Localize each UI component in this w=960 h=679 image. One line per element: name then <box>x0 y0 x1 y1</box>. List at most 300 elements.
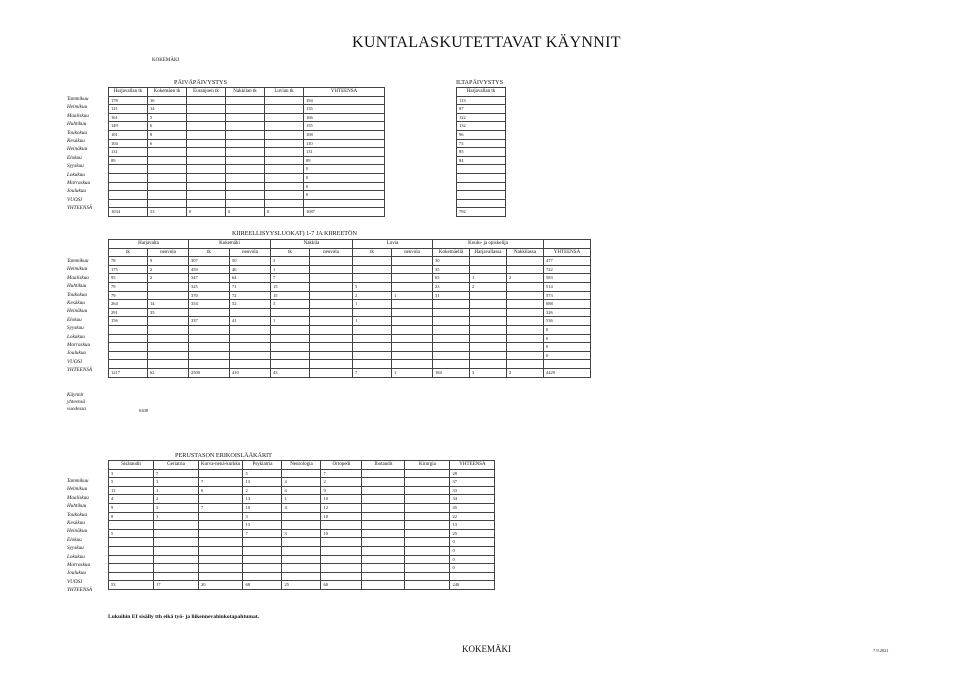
table-cell <box>362 572 405 581</box>
table-cell: 0 <box>304 173 385 182</box>
table-cell: 0 <box>226 208 265 217</box>
table-cell: 25 <box>282 581 321 590</box>
table-cell <box>362 581 405 590</box>
table-cell: 79 <box>109 291 148 300</box>
month-label: Syyskuu <box>67 163 84 170</box>
table-cell: 10 <box>321 512 362 521</box>
table-cell <box>392 300 433 309</box>
table-cell <box>362 538 405 547</box>
table-row <box>109 564 495 573</box>
table-cell <box>362 512 405 521</box>
table-cell <box>148 282 189 291</box>
table-cell: 50 <box>230 257 271 266</box>
table-cell: 7 <box>243 529 282 538</box>
month-label: VUOSI <box>67 358 82 365</box>
table-cell <box>310 282 353 291</box>
table-cell <box>148 351 189 360</box>
table-row <box>457 199 506 208</box>
table-cell: 65 <box>433 274 470 283</box>
table-cell <box>109 199 148 208</box>
table-row <box>109 325 591 334</box>
table-cell <box>187 130 226 139</box>
header-row <box>109 88 385 97</box>
table-row <box>457 165 506 174</box>
table-cell: 25 <box>450 529 495 538</box>
table-cell: 132 <box>457 122 506 131</box>
table-cell: 84 <box>457 156 506 165</box>
table-cell <box>189 343 230 352</box>
table-cell <box>470 325 507 334</box>
table-cell <box>109 546 154 555</box>
table-cell <box>321 555 362 564</box>
table-cell <box>199 564 243 573</box>
column-header: Euranjoen tk <box>187 88 226 97</box>
table-cell: 60 <box>321 581 362 590</box>
table-cell <box>405 503 450 512</box>
month-label: Tammikuu <box>67 478 89 484</box>
table-cell: 85 <box>457 148 506 157</box>
table-cell: 0 <box>304 165 385 174</box>
table-cell <box>187 139 226 148</box>
column-header: tk <box>353 248 392 257</box>
table-cell <box>392 334 433 343</box>
table-row <box>109 113 385 122</box>
municipality-label: KOKEMÄKI <box>152 58 180 63</box>
month-label: Elokuu <box>67 154 82 161</box>
month-label: Elokuu <box>67 316 82 323</box>
table-cell <box>507 325 544 334</box>
table-cell <box>405 546 450 555</box>
table-cell <box>148 360 189 369</box>
table-cell: 7 <box>154 469 199 478</box>
column-header: Nakkilassa <box>507 248 544 257</box>
table-cell <box>362 478 405 487</box>
table-cell <box>148 343 189 352</box>
table-cell <box>109 564 154 573</box>
table-cell: 347 <box>189 274 230 283</box>
table-cell <box>470 351 507 360</box>
month-label: Marraskuu <box>67 562 91 569</box>
table-cell <box>353 308 392 317</box>
table-row <box>109 317 591 326</box>
table-cell: 1 <box>154 486 199 495</box>
table-row <box>109 538 495 547</box>
month-label: Huhtikuu <box>67 503 87 510</box>
table-cell <box>433 343 470 352</box>
table-cell <box>265 148 304 157</box>
table-row <box>109 165 385 174</box>
table-cell: 6 <box>148 122 187 131</box>
month-label: Marraskuu <box>67 180 91 187</box>
table-row <box>109 308 591 317</box>
table-cell <box>109 173 148 182</box>
table-cell: 33 <box>450 486 495 495</box>
specialists-table <box>108 460 495 590</box>
table-cell <box>362 469 405 478</box>
table-cell <box>433 308 470 317</box>
table-cell <box>243 572 282 581</box>
month-labels-urgency <box>67 257 92 375</box>
table-cell: 184 <box>433 368 470 377</box>
table-cell <box>507 343 544 352</box>
table-row <box>109 343 591 352</box>
table-cell <box>470 343 507 352</box>
table-cell <box>243 564 282 573</box>
table-row <box>109 105 385 114</box>
table-cell <box>199 529 243 538</box>
table-cell: 135 <box>304 105 385 114</box>
month-label: Kesäkuu <box>67 138 85 145</box>
table-cell: 0 <box>544 351 591 360</box>
table-cell <box>353 351 392 360</box>
table-cell: 17 <box>154 581 199 590</box>
table-cell <box>353 274 392 283</box>
table-cell: 108 <box>304 130 385 139</box>
table-row <box>109 512 495 521</box>
month-label: Syyskuu <box>67 545 84 552</box>
month-label: Kesäkuu <box>67 520 85 527</box>
table-cell <box>433 300 470 309</box>
table-cell <box>282 555 321 564</box>
group-header: Koulu- ja opiskelija <box>433 240 544 249</box>
table-cell <box>226 182 265 191</box>
table-cell: 1 <box>154 512 199 521</box>
month-label: Helmikuu <box>67 104 88 111</box>
table-cell: 0 <box>265 208 304 217</box>
table-cell: 166 <box>304 113 385 122</box>
table-cell <box>470 257 507 266</box>
table-cell: 22 <box>450 512 495 521</box>
table-cell: 23 <box>433 282 470 291</box>
table-cell <box>457 173 506 182</box>
column-header: Kokemäen tk <box>148 88 187 97</box>
table-cell <box>243 555 282 564</box>
table-cell: 53 <box>109 581 154 590</box>
table-cell: 131 <box>304 148 385 157</box>
table-cell <box>109 343 148 352</box>
table-cell: 113 <box>457 96 506 105</box>
table-cell: 291 <box>109 308 148 317</box>
month-label: Joulukuu <box>67 570 87 577</box>
month-label: Joulukuu <box>67 350 87 357</box>
month-label: Lokakuu <box>67 553 85 560</box>
table-cell: 79 <box>109 282 148 291</box>
table-cell <box>265 122 304 131</box>
table-cell: 5 <box>148 113 187 122</box>
month-label: Heinäkuu <box>67 308 88 315</box>
table-cell: 20 <box>199 581 243 590</box>
table-cell <box>507 282 544 291</box>
visits-total-label <box>67 392 86 413</box>
table-cell: 583 <box>544 274 591 283</box>
table-cell <box>187 165 226 174</box>
table-cell <box>109 182 148 191</box>
table-cell: 2 <box>154 495 199 504</box>
table-cell: 9 <box>321 486 362 495</box>
month-label: YHTEENSÄ <box>67 367 93 374</box>
table-cell <box>310 334 353 343</box>
table-cell <box>405 486 450 495</box>
table-cell: 15 <box>271 282 310 291</box>
table-cell: 573 <box>544 291 591 300</box>
table-row <box>109 208 385 217</box>
table-cell <box>189 351 230 360</box>
table-cell <box>199 555 243 564</box>
table-cell <box>507 300 544 309</box>
table-cell <box>148 173 187 182</box>
table-row <box>457 173 506 182</box>
table-cell <box>282 521 321 530</box>
table-row <box>109 521 495 530</box>
footer-municipality: KOKEMÄKI <box>462 644 511 654</box>
column-header: YHTEENSÄ <box>450 461 495 470</box>
table-cell: 0 <box>187 208 226 217</box>
table-cell <box>226 165 265 174</box>
table-cell: 45 <box>450 503 495 512</box>
table-cell <box>321 564 362 573</box>
table-row <box>109 282 591 291</box>
table-cell <box>187 191 226 200</box>
table-cell: 35 <box>148 308 189 317</box>
table-row <box>109 360 591 369</box>
group-header: Luvia <box>353 240 433 249</box>
column-header: Ihotaudit <box>362 461 405 470</box>
table-cell <box>457 182 506 191</box>
table-cell: 178 <box>109 96 148 105</box>
table-cell: 3 <box>271 257 310 266</box>
table-cell <box>271 334 310 343</box>
day-duty-table <box>108 87 385 217</box>
table-cell: 101 <box>109 130 148 139</box>
table-cell: 14 <box>148 105 187 114</box>
table-cell <box>282 564 321 573</box>
table-cell: 1217 <box>109 368 148 377</box>
table-cell <box>148 165 187 174</box>
table-cell <box>148 325 189 334</box>
header-row <box>109 461 495 470</box>
table-cell: 307 <box>189 257 230 266</box>
table-cell <box>433 325 470 334</box>
table-row <box>109 257 591 266</box>
table-cell: 536 <box>544 317 591 326</box>
table-cell <box>148 191 187 200</box>
table-cell <box>265 139 304 148</box>
specialists-caption: PERUSTASON ERIKOISLÄÄKÄRIT <box>175 452 272 459</box>
table-cell: 0 <box>304 191 385 200</box>
month-label: Helmikuu <box>67 266 88 273</box>
month-labels-specialists <box>67 477 92 595</box>
table-cell: 149 <box>109 122 148 131</box>
month-label: Toukokuu <box>67 291 87 298</box>
table-cell <box>507 291 544 300</box>
table-cell: 13 <box>450 521 495 530</box>
table-cell <box>199 538 243 547</box>
table-cell: 3 <box>109 469 154 478</box>
visits-total-value: 6308 <box>139 408 148 413</box>
table-cell: 68 <box>243 581 282 590</box>
table-cell <box>392 343 433 352</box>
table-cell: 326 <box>544 308 591 317</box>
month-label: Huhtikuu <box>67 121 87 128</box>
table-cell <box>199 521 243 530</box>
table-cell: 1087 <box>304 208 385 217</box>
table-cell <box>507 334 544 343</box>
table-cell <box>187 173 226 182</box>
table-cell <box>353 343 392 352</box>
month-label: Maaliskuu <box>67 112 89 119</box>
month-label: Huhtikuu <box>67 283 87 290</box>
table-row <box>109 503 495 512</box>
table-row <box>109 581 495 590</box>
table-cell: 337 <box>189 317 230 326</box>
table-cell: 5 <box>353 282 392 291</box>
table-cell: 14 <box>148 300 189 309</box>
table-cell: 1 <box>392 291 433 300</box>
table-cell <box>353 257 392 266</box>
column-header: neuvola <box>230 248 271 257</box>
table-cell <box>304 199 385 208</box>
table-cell <box>230 351 271 360</box>
table-cell <box>199 495 243 504</box>
month-label: Helmikuu <box>67 486 88 493</box>
month-label: Toukokuu <box>67 511 87 518</box>
table-cell: 37 <box>450 478 495 487</box>
table-cell <box>362 564 405 573</box>
column-header: tk <box>109 248 148 257</box>
table-cell <box>109 191 148 200</box>
table-cell: 325 <box>189 282 230 291</box>
table-cell <box>226 96 265 105</box>
table-cell <box>457 165 506 174</box>
table-cell <box>405 581 450 590</box>
column-header: Korva-nenä-kurkku <box>199 461 243 470</box>
table-cell: 7 <box>353 368 392 377</box>
table-cell <box>109 360 148 369</box>
table-cell: 2 <box>470 282 507 291</box>
table-cell: 688 <box>544 300 591 309</box>
table-cell <box>189 325 230 334</box>
table-cell <box>271 351 310 360</box>
table-cell: 2 <box>507 368 544 377</box>
table-cell <box>265 199 304 208</box>
table-cell: 3 <box>271 300 310 309</box>
table-cell: 2 <box>507 274 544 283</box>
month-label: Lokakuu <box>67 333 85 340</box>
table-cell <box>187 96 226 105</box>
table-cell: 0 <box>544 325 591 334</box>
column-header: Luvian tk <box>265 88 304 97</box>
table-cell <box>226 113 265 122</box>
visits-total-label-1: Käynnit <box>67 392 84 398</box>
table-cell <box>226 156 265 165</box>
month-labels-day-duty <box>67 95 92 213</box>
table-row <box>109 529 495 538</box>
table-cell <box>321 521 362 530</box>
table-cell <box>470 360 507 369</box>
table-cell <box>362 495 405 504</box>
table-cell <box>109 538 154 547</box>
evening-duty-table <box>456 87 506 217</box>
table-cell <box>405 555 450 564</box>
table-cell <box>109 325 148 334</box>
table-cell: 15 <box>271 291 310 300</box>
table-cell <box>310 300 353 309</box>
table-cell <box>310 308 353 317</box>
table-cell: 0 <box>304 182 385 191</box>
table-cell: 53 <box>148 208 187 217</box>
table-cell: 43 <box>271 368 310 377</box>
group-header-row <box>109 240 591 249</box>
exclusion-note: Lukuihin EI sisälly tth eikä työ- ja liikennevahinkotapahtumat. <box>108 614 260 620</box>
table-cell <box>226 122 265 131</box>
month-label: Heinäkuu <box>67 528 88 535</box>
table-cell <box>226 173 265 182</box>
table-cell: 3 <box>243 512 282 521</box>
table-cell <box>405 538 450 547</box>
table-cell: 16 <box>148 96 187 105</box>
table-cell <box>187 105 226 114</box>
table-cell <box>310 257 353 266</box>
month-label: Maaliskuu <box>67 494 89 501</box>
table-cell: 9 <box>109 503 154 512</box>
table-cell: 354 <box>189 300 230 309</box>
table-cell <box>271 325 310 334</box>
table-cell <box>230 308 271 317</box>
table-cell <box>226 130 265 139</box>
month-label: YHTEENSÄ <box>67 205 93 212</box>
table-cell <box>392 360 433 369</box>
month-label: YHTEENSÄ <box>67 587 93 594</box>
table-cell <box>109 165 148 174</box>
table-row <box>109 199 385 208</box>
table-row <box>109 182 385 191</box>
table-cell <box>470 291 507 300</box>
table-row <box>109 495 495 504</box>
table-cell <box>189 360 230 369</box>
table-cell: 46 <box>230 265 271 274</box>
table-cell <box>470 308 507 317</box>
table-cell: 3 <box>154 503 199 512</box>
table-cell: 71 <box>230 282 271 291</box>
table-cell: 3 <box>470 368 507 377</box>
table-cell <box>199 469 243 478</box>
table-cell <box>507 317 544 326</box>
table-cell <box>226 148 265 157</box>
table-cell: 64 <box>230 274 271 283</box>
table-cell: 131 <box>109 148 148 157</box>
column-header: Nakkilan tk <box>226 88 265 97</box>
table-cell <box>457 191 506 200</box>
table-cell <box>392 308 433 317</box>
table-cell <box>271 343 310 352</box>
table-cell: 1 <box>470 274 507 283</box>
group-header: Nakkila <box>271 240 353 249</box>
table-row <box>109 139 385 148</box>
table-cell: 194 <box>304 96 385 105</box>
table-cell <box>265 96 304 105</box>
table-cell <box>353 325 392 334</box>
table-cell <box>310 325 353 334</box>
table-cell: 156 <box>109 317 148 326</box>
table-cell: 73 <box>457 139 506 148</box>
table-cell <box>470 300 507 309</box>
month-label: VUOSI <box>67 196 82 203</box>
table-cell: 30 <box>433 257 470 266</box>
table-cell <box>226 139 265 148</box>
table-cell <box>282 469 321 478</box>
table-cell <box>362 529 405 538</box>
table-row <box>109 546 495 555</box>
